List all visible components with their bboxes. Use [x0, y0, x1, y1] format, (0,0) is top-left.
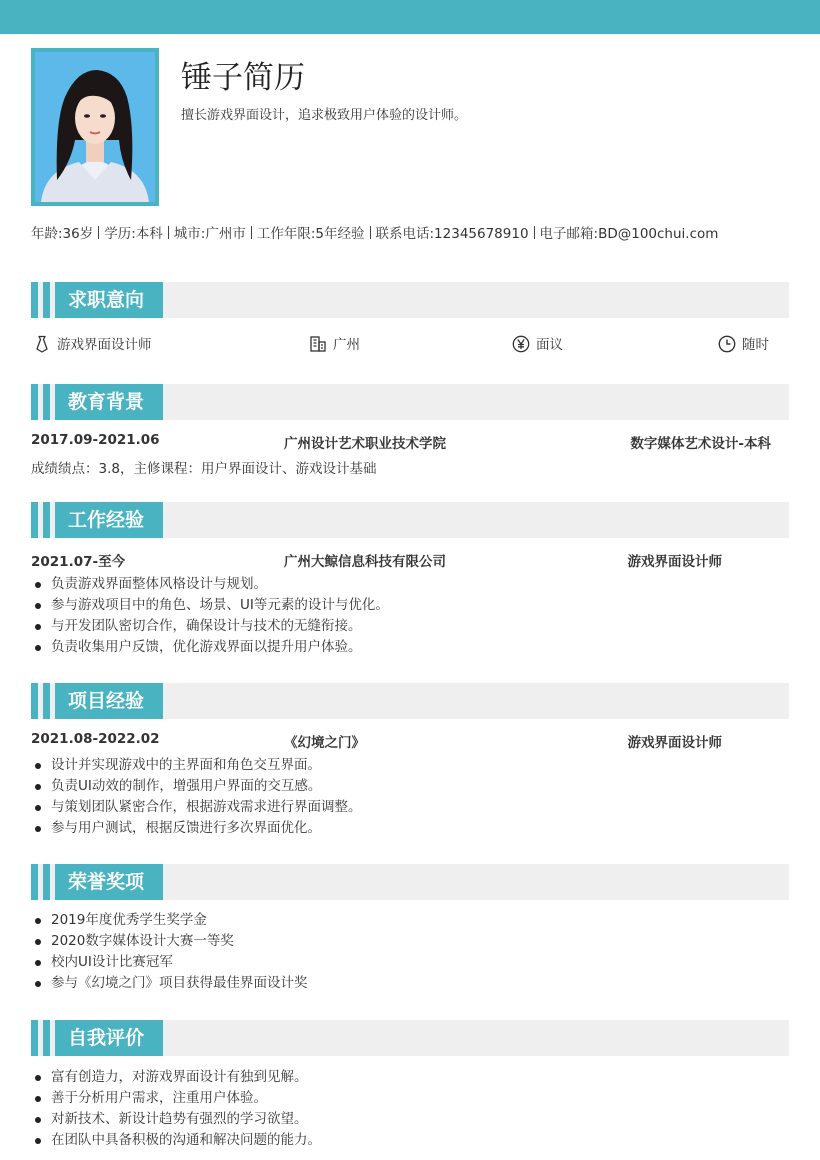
section-header-education — [31, 384, 789, 420]
list-item: 富有创造力，对游戏界面设计有独到见解。 — [31, 1067, 321, 1088]
clock-icon — [718, 335, 736, 353]
intent-city-text: 广州 — [333, 337, 360, 353]
intent-availability-text: 随时 — [742, 337, 769, 353]
intent-availability — [718, 333, 769, 353]
list-item: 2020数字媒体设计大赛一等奖 — [31, 931, 308, 952]
list-item: 参与《幻境之门》项目获得最佳界面设计奖 — [31, 973, 308, 994]
list-item: 负责UI动效的制作，增强用户界面的交互感。 — [31, 776, 362, 797]
section-header-intent — [31, 282, 789, 318]
info-email: 电子邮箱:BD@100chui.com — [539, 226, 719, 242]
project-role: 游戏界面设计师 — [627, 735, 722, 751]
separator — [534, 226, 535, 239]
project-bullets — [31, 755, 362, 839]
section-title: 求职意向 — [68, 289, 145, 311]
list-item: 2019年度优秀学生奖学金 — [31, 910, 308, 931]
intent-position-text: 游戏界面设计师 — [57, 337, 152, 353]
list-item: 参与游戏项目中的角色、场景、UI等元素的设计与优化。 — [31, 595, 389, 616]
section-title: 教育背景 — [68, 391, 145, 413]
section-header-work — [31, 502, 789, 538]
section-title: 荣誉奖项 — [68, 871, 145, 893]
top-banner — [0, 0, 820, 34]
info-phone: 联系电话:12345678910 — [375, 226, 529, 242]
work-role: 游戏界面设计师 — [627, 554, 722, 570]
yen-icon — [512, 335, 530, 353]
intent-salary — [512, 333, 563, 353]
list-item: 与开发团队密切合作，确保设计与技术的无缝衔接。 — [31, 616, 389, 637]
list-item: 参与用户测试，根据反馈进行多次界面优化。 — [31, 818, 362, 839]
building-icon — [309, 335, 327, 353]
section-title: 工作经验 — [68, 509, 145, 531]
education-school: 广州设计艺术职业技术学院 — [284, 436, 446, 452]
portrait-image — [35, 52, 155, 202]
basic-info-row — [31, 222, 718, 242]
info-education: 学历:本科 — [104, 226, 163, 242]
separator — [251, 226, 252, 239]
list-item: 对新技术、新设计趋势有强烈的学习欲望。 — [31, 1109, 321, 1130]
work-bullets — [31, 574, 389, 658]
education-major: 数字媒体艺术设计-本科 — [630, 436, 771, 452]
list-item: 善于分析用户需求，注重用户体验。 — [31, 1088, 321, 1109]
section-header-honors — [31, 864, 789, 900]
list-item: 校内UI设计比赛冠军 — [31, 952, 308, 973]
self-bullets — [31, 1067, 321, 1151]
separator — [168, 226, 169, 239]
info-city: 城市:广州市 — [173, 226, 246, 242]
tie-icon — [33, 335, 51, 353]
resume-name: 锤子简历 — [181, 60, 305, 96]
separator — [370, 226, 371, 239]
project-date: 2021.08-2022.02 — [31, 731, 160, 747]
intent-position — [33, 333, 152, 353]
intent-city — [309, 333, 360, 353]
list-item: 负责游戏界面整体风格设计与规划。 — [31, 574, 389, 595]
separator — [98, 226, 99, 239]
work-date: 2021.07-至今 — [31, 554, 126, 570]
info-experience: 工作年限:5年经验 — [256, 226, 365, 242]
honors-bullets — [31, 910, 308, 994]
education-detail: 成绩绩点：3.8，主修课程：用户界面设计、游戏设计基础 — [31, 461, 377, 477]
intent-salary-text: 面议 — [536, 337, 563, 353]
profile-photo — [31, 48, 159, 206]
education-date: 2017.09-2021.06 — [31, 432, 160, 448]
work-company: 广州大鲸信息科技有限公司 — [284, 554, 446, 570]
info-age: 年龄:36岁 — [31, 226, 94, 242]
section-header-self — [31, 1020, 789, 1056]
list-item: 负责收集用户反馈，优化游戏界面以提升用户体验。 — [31, 637, 389, 658]
resume-tagline: 擅长游戏界面设计，追求极致用户体验的设计师。 — [181, 108, 468, 123]
section-title: 自我评价 — [68, 1027, 145, 1049]
list-item: 与策划团队紧密合作，根据游戏需求进行界面调整。 — [31, 797, 362, 818]
section-header-project — [31, 683, 789, 719]
list-item: 设计并实现游戏中的主界面和角色交互界面。 — [31, 755, 362, 776]
section-title: 项目经验 — [68, 690, 145, 712]
list-item: 在团队中具备积极的沟通和解决问题的能力。 — [31, 1130, 321, 1151]
project-name: 《幻境之门》 — [284, 735, 365, 751]
